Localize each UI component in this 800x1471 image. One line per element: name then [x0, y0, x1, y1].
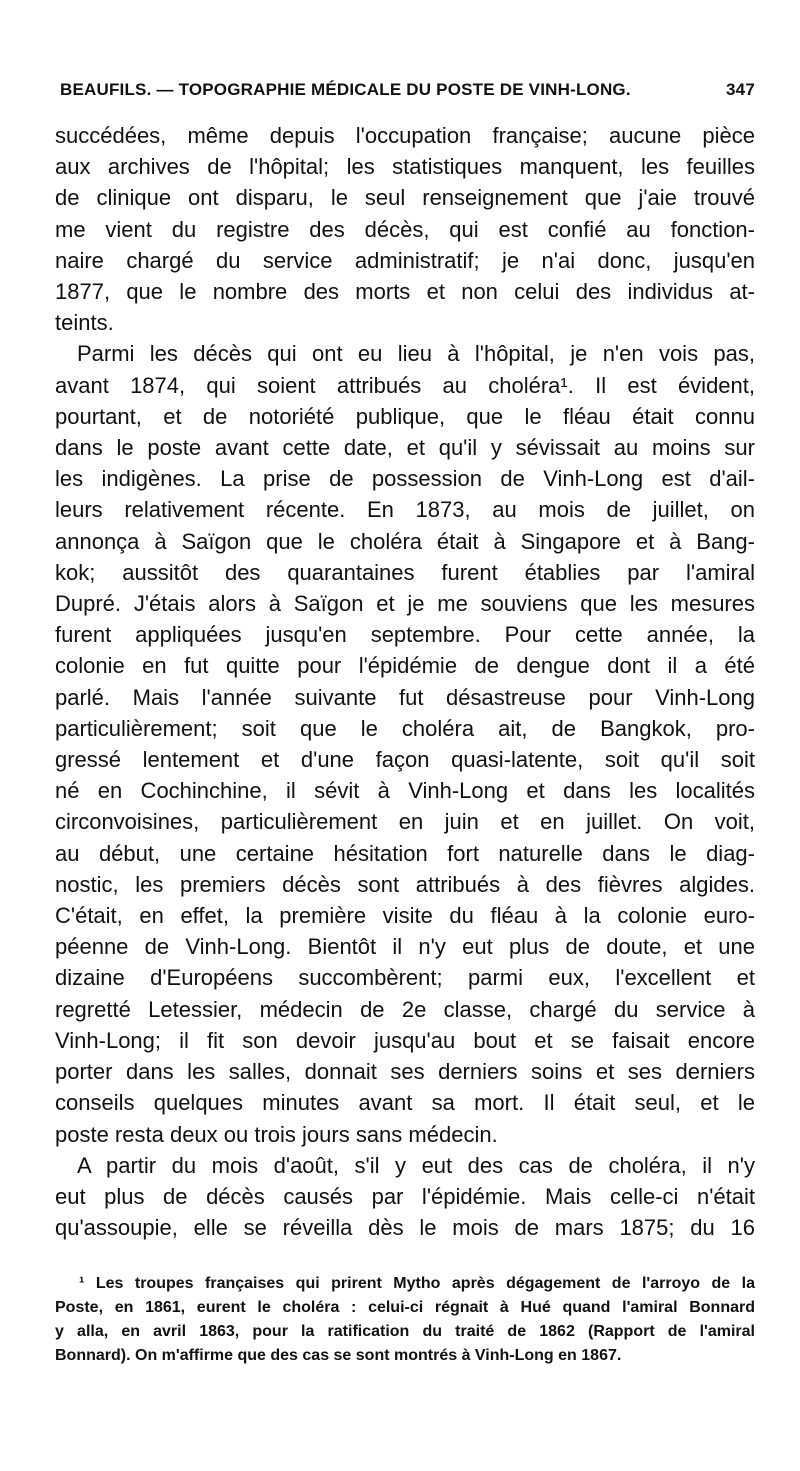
text-line: péenne de Vinh-Long. Bientôt il n'y eut plus de doute, et une — [55, 934, 755, 960]
footnote — [55, 1272, 755, 1368]
text-line: né en Cochinchine, il sévit à Vinh-Long et dans les localités — [55, 778, 755, 804]
text-line: leurs relativement récente. En 1873, au mois de juillet, on — [55, 497, 755, 523]
text-line: me vient du registre des décès, qui est confié au fonction- — [55, 216, 755, 242]
footnote-line: y alla, en avril 1863, pour la ratification du traité de 1862 (Rapport de l'amiral — [55, 1323, 755, 1340]
text-line: Parmi les décès qui ont eu lieu à l'hôpital, je n'en vois pas, — [77, 341, 755, 367]
text-line: Vinh-Long; il fit son devoir jusqu'au bout et se faisait encore — [55, 1027, 755, 1053]
text-line: eut plus de décès causés par l'épidémie. Mais celle-ci n'était — [55, 1183, 755, 1209]
page-number: 347 — [726, 80, 755, 99]
text-line: colonie en fut quitte pour l'épidémie de dengue dont il a été — [55, 653, 755, 679]
text-line: annonça à Saïgon que le choléra était à Singapore et à Bang- — [55, 528, 755, 554]
text-line: succédées, même depuis l'occupation française; aucune pièce — [55, 123, 755, 148]
text-line: porter dans les salles, donnait ses derniers soins et ses derniers — [55, 1059, 755, 1085]
text-line: regretté Letessier, médecin de 2e classe, chargé du service à — [55, 996, 755, 1022]
text-line: qu'assoupie, elle se réveilla dès le mois de mars 1875; du 16 — [55, 1215, 755, 1241]
text-line: A partir du mois d'août, s'il y eut des cas de choléra, il n'y — [77, 1152, 755, 1178]
text-line: poste resta deux ou trois jours sans médecin. — [55, 1121, 498, 1147]
text-line: pourtant, et de notoriété publique, que le fléau était connu — [55, 403, 755, 429]
text-line: de clinique ont disparu, le seul renseignement que j'aie trouvé — [55, 185, 755, 211]
text-line: teints. — [55, 310, 114, 336]
text-line: dizaine d'Européens succombèrent; parmi eux, l'excellent et — [55, 965, 755, 991]
text-line: nostic, les premiers décès sont attribués à des fièvres algides. — [55, 871, 755, 897]
text-line: Dupré. J'étais alors à Saïgon et je me souviens que les mesures — [55, 591, 755, 617]
running-header — [60, 80, 755, 100]
text-line: particulièrement; soit que le choléra ait, de Bangkok, pro- — [55, 715, 755, 741]
text-line: dans le poste avant cette date, et qu'il y sévissait au moins sur — [55, 435, 755, 461]
text-line: kok; aussitôt des quarantaines furent établies par l'amiral — [55, 559, 755, 585]
footnote-line: Poste, en 1861, eurent le choléra : celui-ci régnait à Hué quand l'amiral Bonnard — [55, 1299, 755, 1316]
main-text — [55, 120, 755, 1243]
text-line: 1877, que le nombre des morts et non celui des individus at- — [55, 279, 755, 305]
text-line: circonvoisines, particulièrement en juin et en juillet. On voit, — [55, 809, 755, 835]
footnote-line: Bonnard). On m'affirme que des cas se sont montrés à Vinh-Long en 1867. — [55, 1347, 622, 1364]
text-line: au début, une certaine hésitation fort naturelle dans le diag- — [55, 840, 755, 866]
footnote-line: ¹ Les troupes françaises qui prirent Mytho après dégagement de l'arroyo de la — [79, 1275, 755, 1292]
text-line: gressé lentement et d'une façon quasi-latente, soit qu'il soit — [55, 747, 755, 773]
text-line: aux archives de l'hôpital; les statistiques manquent, les feuilles — [55, 154, 755, 180]
text-line: avant 1874, qui soient attribués au choléra¹. Il est évident, — [55, 372, 755, 398]
running-title: BEAUFILS. — TOPOGRAPHIE MÉDICALE DU POSTE DE VINH-LONG. — [60, 80, 631, 99]
text-line: les indigènes. La prise de possession de Vinh-Long est d'ail- — [55, 466, 755, 492]
text-line: furent appliquées jusqu'en septembre. Pour cette année, la — [55, 622, 755, 648]
text-line: parlé. Mais l'année suivante fut désastreuse pour Vinh-Long — [55, 684, 755, 710]
text-line: C'était, en effet, la première visite du fléau à la colonie euro- — [55, 903, 755, 929]
text-line: conseils quelques minutes avant sa mort. Il était seul, et le — [55, 1090, 755, 1116]
text-line: naire chargé du service administratif; je n'ai donc, jusqu'en — [55, 247, 755, 273]
